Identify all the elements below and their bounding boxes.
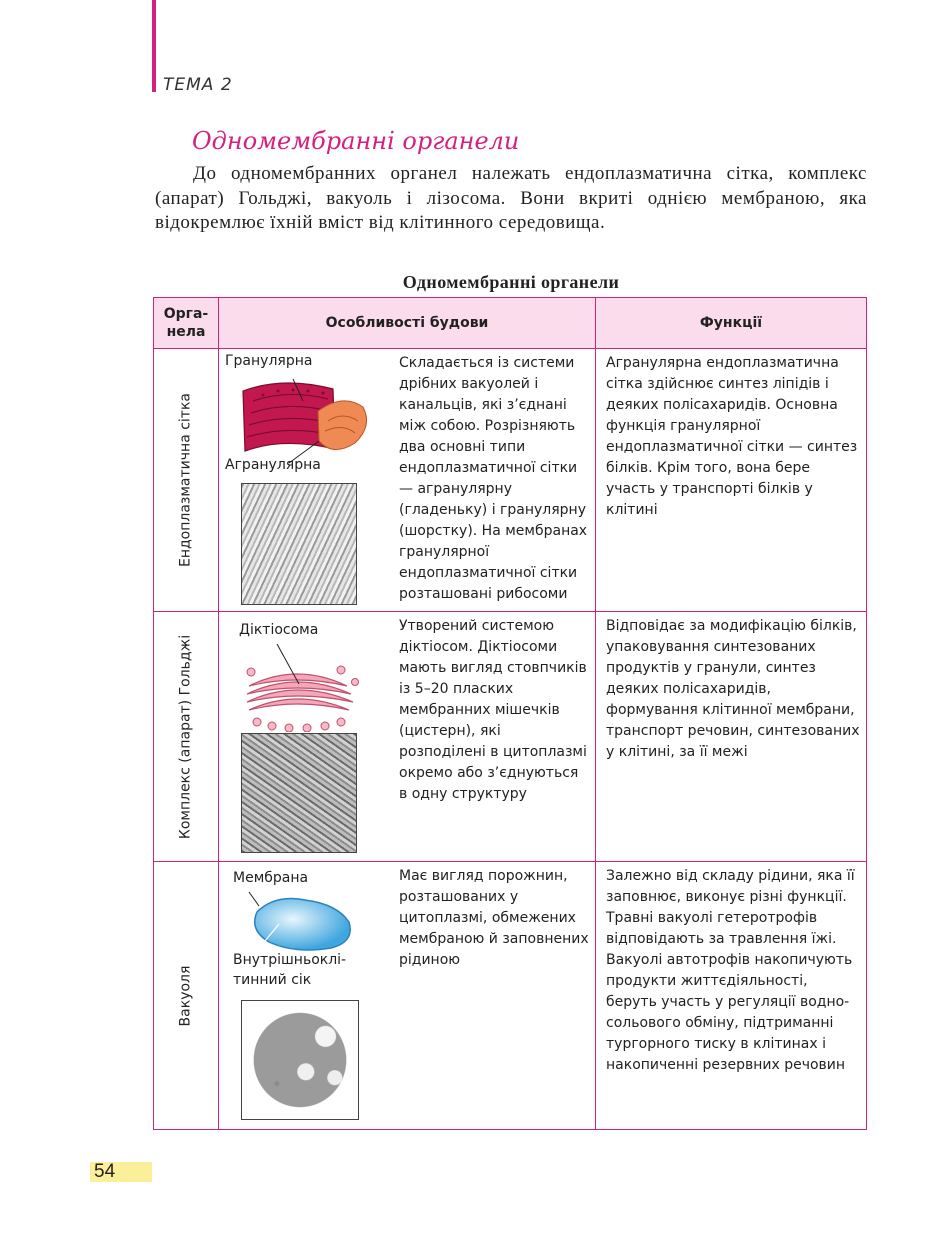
structure-cell — [219, 862, 596, 1130]
table-caption: Одномембранні органели — [402, 272, 620, 292]
table-row — [154, 612, 867, 862]
header-structure: Особливості будови — [219, 298, 596, 349]
dictyosome-label: Діктіосома — [239, 622, 319, 638]
er-micrograph — [241, 483, 357, 605]
structure-description: Має вигляд порожнин, розташованих у цитоплазмі, обмежених мембраною й заповнених рідиною — [399, 868, 589, 968]
header-organelle: Орга- нела — [154, 298, 219, 349]
table-row — [154, 349, 867, 612]
granular-label: Гранулярна — [225, 353, 313, 369]
cell-sap-label: Внутрішньоклі- тинний сік — [233, 952, 347, 988]
section-title: Одномембранні органели — [192, 127, 520, 155]
agranular-label: Агранулярна — [225, 457, 321, 473]
structure-description: Складається із системи дрібних вакуолей і канальців, які з’єднані між собою. Розрізняють два основні типи ендоплазматичної сітки — агранулярну (гладеньку) і гранулярну (шорстку). На мембранах гранулярної ендоплазматичної сітки розташовані рибосоми — [399, 355, 588, 602]
organelle-name: Вакуоля — [177, 965, 194, 1026]
golgi-micrograph — [241, 733, 357, 853]
accent-bar — [152, 0, 156, 92]
topic-label: ТЕМА 2 — [163, 75, 233, 95]
membrane-label: Мембрана — [233, 870, 309, 886]
header-functions: Функції — [596, 298, 867, 349]
golgi-illustration — [237, 642, 367, 732]
structure-description: Утворений системою діктіосом. Діктіосоми мають вигляд стовпчиків із 5–20 пласких мембранних мішечків (цистерн), які розподілені в цитоплазмі окремо або з’єднуються в одну структуру — [399, 618, 587, 802]
structure-cell — [219, 612, 596, 862]
intro-paragraph: До одномембранних органел належать ендоплазматична сітка, комплекс (апарат) Гольджі, вакуоль і лізосома. Вони вкриті однією мембраною, яка відокремлює їхній вміст від клітинного середовища. — [155, 163, 867, 233]
organelle-name: Ендоплазматична сітка — [177, 393, 194, 567]
vacuole-micrograph — [241, 1000, 359, 1120]
organelle-name-cell — [154, 612, 219, 862]
table-header-row — [154, 298, 867, 349]
function-cell: Залежно від складу рідини, яка її заповнює, виконує різні функції. Травні вакуолі гетеротрофів відповідають за травлення їжі. Вакуолі автотрофів накопичують продукти життєдіяльності, беруть участь у регуляції водно-сольового обміну, підтриманні тургорного тиску в клітинах і накопиченні резервних речовин — [596, 862, 867, 1130]
organelle-name-cell — [154, 349, 219, 612]
function-cell: Відповідає за модифікацію білків, упаковування синтезованих продуктів у гранули, синтез деяких полісахаридів, формування клітинної мембрани, транспорт речовин, синтезованих у клітині, за її межі — [596, 612, 867, 862]
organelles-table — [153, 297, 867, 1130]
function-cell: Агранулярна ендоплазматична сітка здійснює синтез ліпідів і деяких полісахаридів. Основна функція гранулярної ендоплазматичної сітки — синтез білків. Крім того, вона бере участь у транспорті білків у клітині — [596, 349, 867, 612]
structure-cell — [219, 349, 596, 612]
table-row — [154, 862, 867, 1130]
page-number: 54 — [90, 1162, 152, 1182]
organelle-name: Комплекс (апарат) Гольджі — [177, 634, 194, 839]
organelle-name-cell — [154, 862, 219, 1130]
